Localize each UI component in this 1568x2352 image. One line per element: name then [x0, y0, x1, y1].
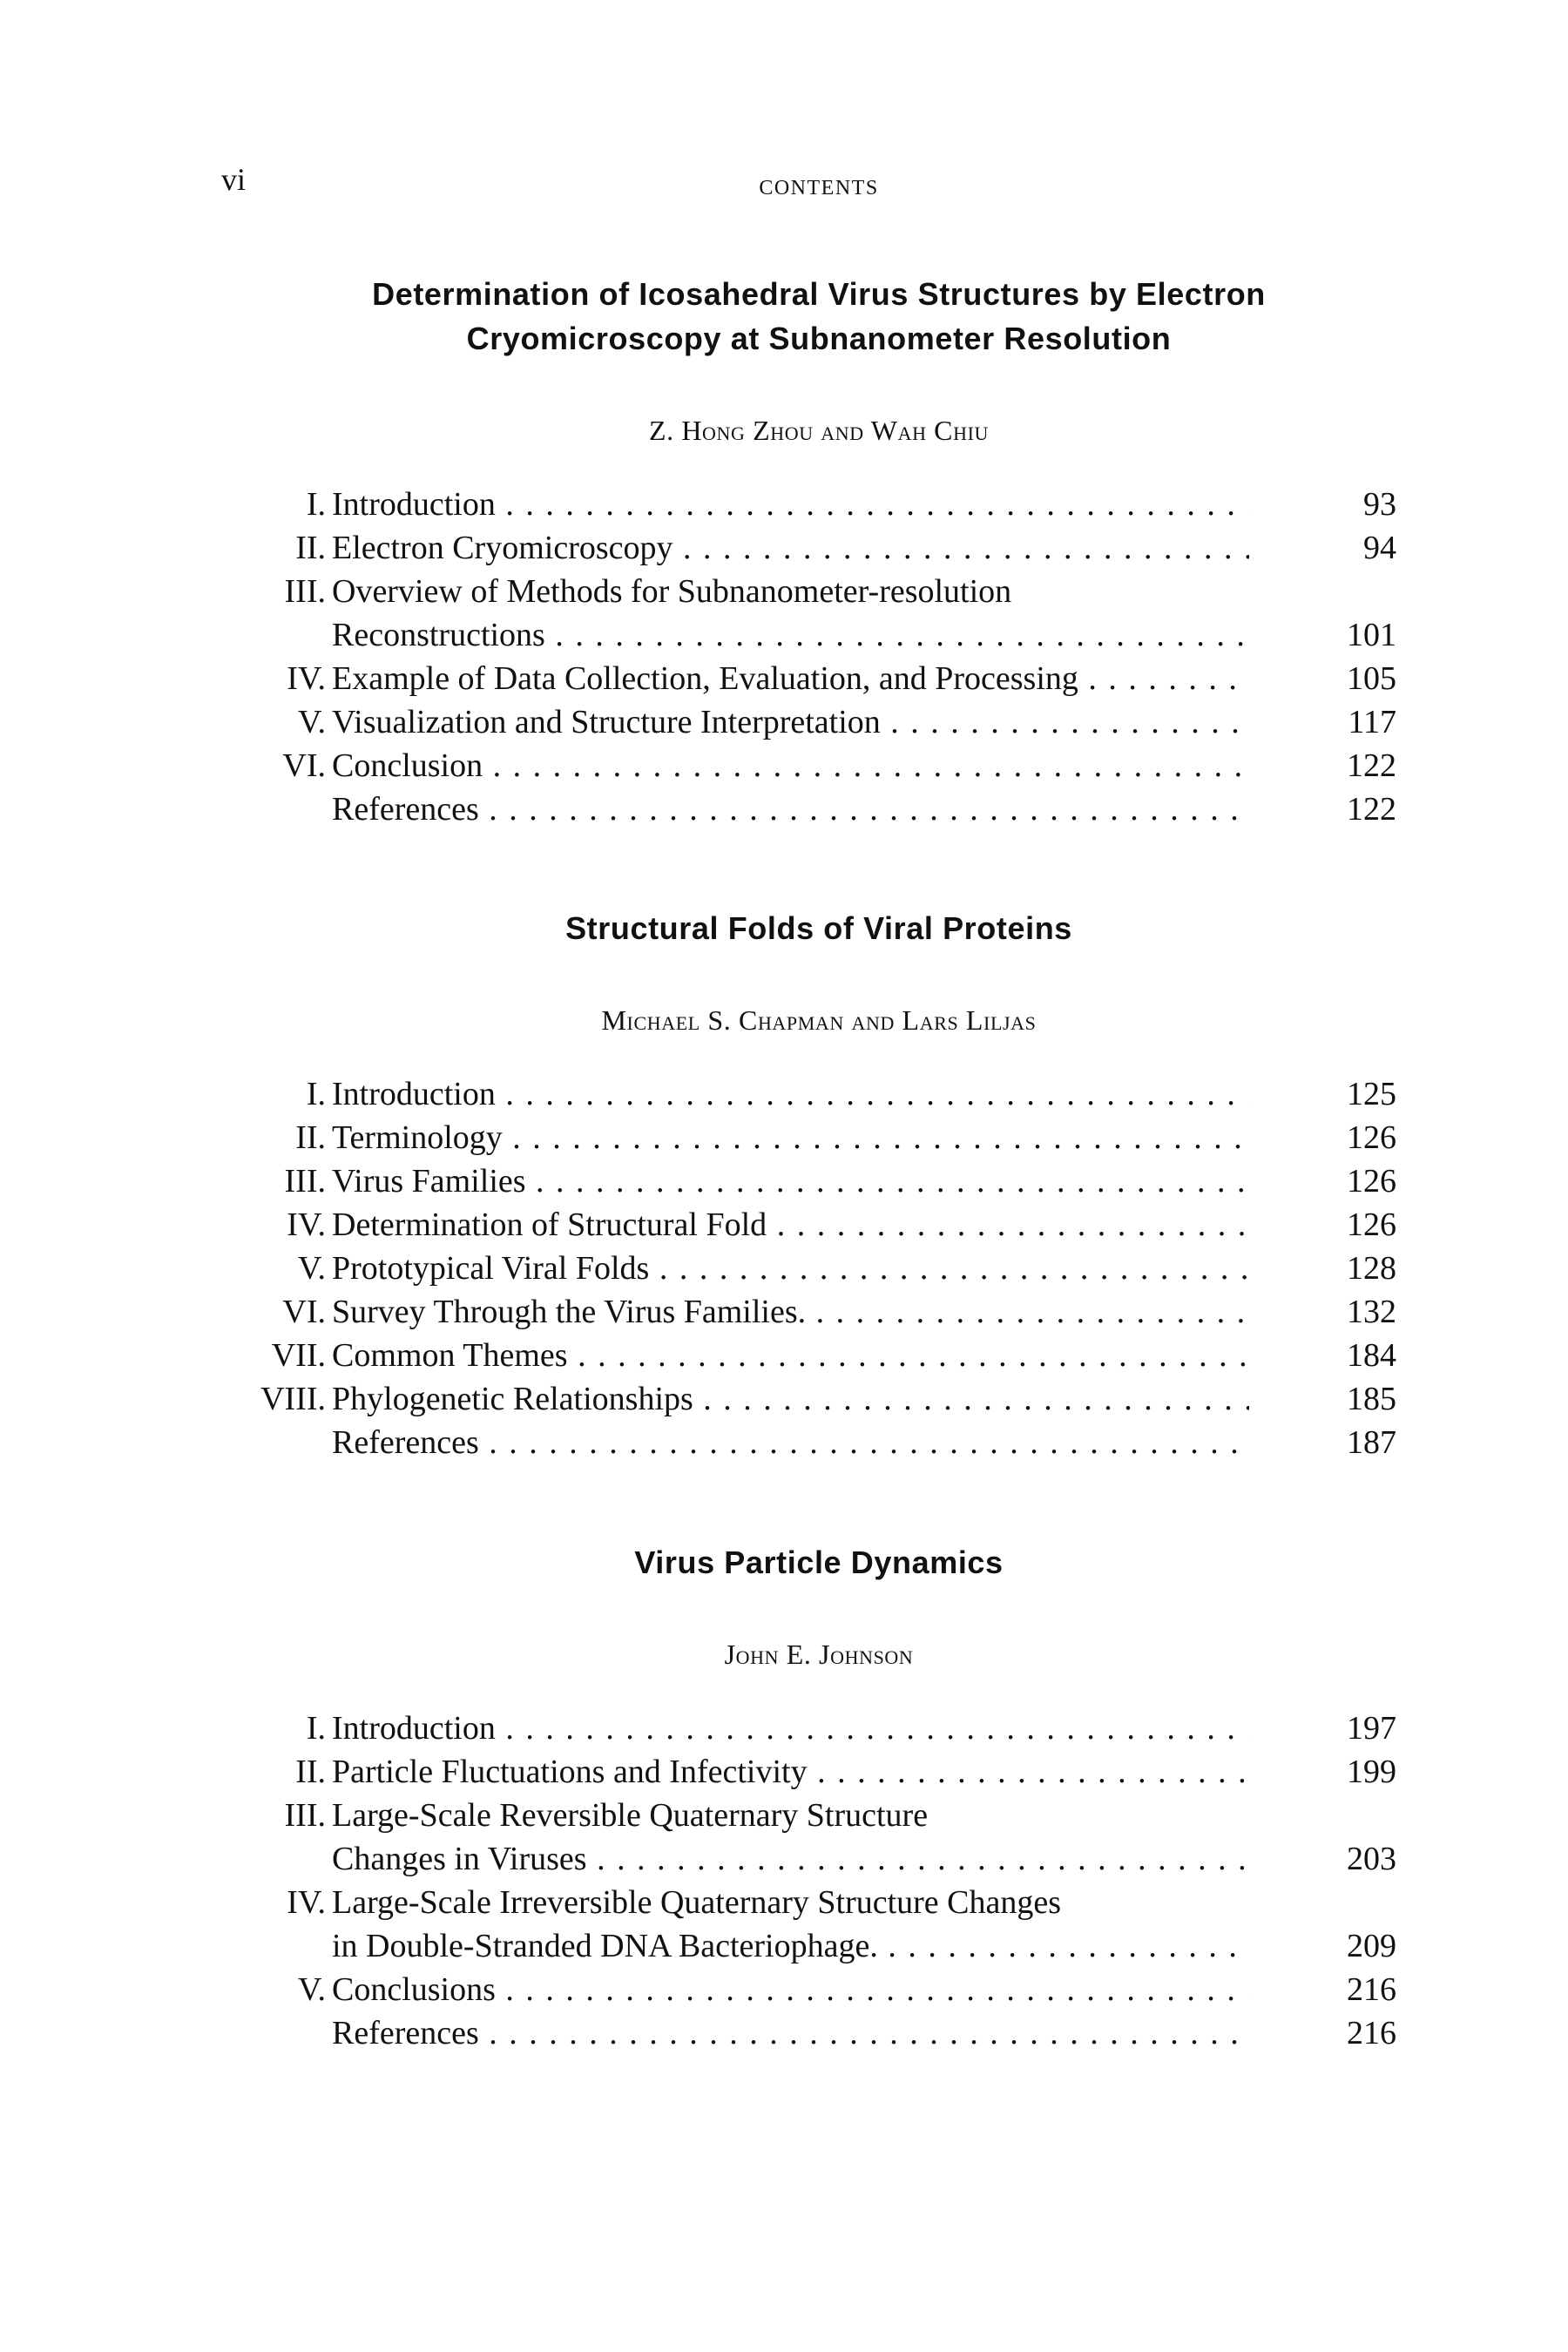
page-ref: 209	[1347, 1928, 1396, 1964]
chapter-authors: Z. Hong Zhou and Wah Chiu	[648, 415, 990, 446]
section-title: Particle Fluctuations and Infectivity . . .	[332, 1750, 1249, 1794]
section-number: VIII.	[260, 1381, 326, 1417]
section-number: IV.	[287, 660, 326, 697]
section-title: Terminology . . .	[332, 1116, 1249, 1159]
toc-entry[interactable]	[0, 1247, 1568, 1290]
chapter-zhou-chiu	[0, 272, 1568, 831]
chapter-title-line: Cryomicroscopy at Subnanometer Resolution	[466, 321, 1172, 356]
page-ref: 203	[1347, 1841, 1396, 1877]
section-number: I.	[306, 1710, 326, 1747]
section-number: V.	[297, 704, 326, 740]
chapter-title	[0, 1540, 1568, 1585]
chapter-title-line: Virus Particle Dynamics	[634, 1544, 1004, 1580]
page-ref: 122	[1347, 747, 1396, 784]
section-number: II.	[295, 530, 326, 566]
section-number: IV.	[287, 1884, 326, 1921]
page-ref: 94	[1363, 530, 1396, 566]
toc-entry[interactable]	[0, 1377, 1568, 1421]
toc-entry[interactable]	[0, 787, 1568, 831]
section-title: Conclusion . . .	[332, 744, 1249, 787]
page-ref: 128	[1347, 1250, 1396, 1287]
toc-list	[0, 1707, 1568, 2055]
section-title: Large-Scale Reversible Quaternary Structure Changes in Viruses . . .	[332, 1794, 1249, 1881]
section-title: Introduction . . .	[332, 483, 1249, 526]
section-title: Introduction . . .	[332, 1707, 1249, 1750]
toc-entry[interactable]	[0, 1750, 1568, 1794]
section-title: Phylogenetic Relationships . . .	[332, 1377, 1249, 1421]
toc-list	[0, 483, 1568, 831]
section-title: Overview of Methods for Subnanometer-resolution Reconstructions . . .	[332, 570, 1249, 657]
page-ref: 187	[1347, 1424, 1396, 1461]
section-number: I.	[306, 486, 326, 523]
section-number: III.	[284, 573, 326, 610]
section-number: I.	[306, 1076, 326, 1112]
toc-entry[interactable]	[0, 1794, 1568, 1881]
section-title: Example of Data Collection, Evaluation, and Processing . . .	[332, 657, 1249, 700]
chapter-johnson	[0, 1540, 1568, 2055]
section-number: III.	[284, 1797, 326, 1834]
chapter-title-line: Structural Folds of Viral Proteins	[565, 910, 1072, 946]
toc-entry[interactable]	[0, 1203, 1568, 1247]
page-ref: 117	[1348, 704, 1396, 740]
section-title: Prototypical Viral Folds . . .	[332, 1247, 1249, 1290]
chapter-chapman-liljas	[0, 906, 1568, 1464]
toc-entry[interactable]	[0, 1707, 1568, 1750]
page-ref: 199	[1347, 1754, 1396, 1790]
chapter-title	[0, 272, 1568, 361]
page-ref: 185	[1347, 1381, 1396, 1417]
section-title: Survey Through the Virus Families. . . .	[332, 1290, 1249, 1334]
page-ref: 184	[1347, 1337, 1396, 1374]
section-title: Conclusions . . .	[332, 1968, 1249, 2011]
chapter-authors: Michael S. Chapman and Lars Liljas	[601, 1004, 1037, 1036]
toc-entry[interactable]	[0, 744, 1568, 787]
section-number: V.	[297, 1250, 326, 1287]
section-title: Electron Cryomicroscopy . . .	[332, 526, 1249, 570]
section-number: VI.	[282, 747, 326, 784]
section-title: Common Themes . . .	[332, 1334, 1249, 1377]
toc-entry[interactable]	[0, 1968, 1568, 2011]
toc-entry[interactable]	[0, 526, 1568, 570]
section-number: II.	[295, 1119, 326, 1156]
toc-entry[interactable]	[0, 1116, 1568, 1159]
page-ref: 125	[1347, 1076, 1396, 1112]
section-title: Visualization and Structure Interpretation . . .	[332, 700, 1249, 744]
toc-entry[interactable]	[0, 1072, 1568, 1116]
page-ref: 132	[1347, 1294, 1396, 1330]
section-number: V.	[297, 1971, 326, 2008]
page-ref: 126	[1347, 1206, 1396, 1243]
section-number: VI.	[282, 1294, 326, 1330]
chapter-authors: John E. Johnson	[724, 1639, 914, 1670]
section-title: Introduction . . .	[332, 1072, 1249, 1116]
toc-entry[interactable]	[0, 657, 1568, 700]
page-ref: 126	[1347, 1163, 1396, 1200]
section-title: Large-Scale Irreversible Quaternary Structure Changes in Double-Stranded DNA Bacteriophage. . . .	[332, 1881, 1249, 1968]
page-ref: 216	[1347, 1971, 1396, 2008]
chapter-title-line: Determination of Icosahedral Virus Structures by Electron	[372, 276, 1266, 312]
toc-entry[interactable]	[0, 700, 1568, 744]
section-number: IV.	[287, 1206, 326, 1243]
section-title: Determination of Structural Fold . . .	[332, 1203, 1249, 1247]
page-number: vi	[221, 162, 247, 197]
toc-entry[interactable]	[0, 1881, 1568, 1968]
section-number: VII.	[271, 1337, 326, 1374]
page-ref: 126	[1347, 1119, 1396, 1156]
section-number: III.	[284, 1163, 326, 1200]
toc-entry[interactable]	[0, 570, 1568, 657]
section-title: References . . .	[332, 2011, 1249, 2055]
section-title: References . . .	[332, 1421, 1249, 1464]
toc-entry[interactable]	[0, 1334, 1568, 1377]
section-title: Virus Families . . .	[332, 1159, 1249, 1203]
page-ref: 197	[1347, 1710, 1396, 1747]
toc-list	[0, 1072, 1568, 1464]
page-ref: 216	[1347, 2015, 1396, 2051]
page-ref: 93	[1363, 486, 1396, 523]
toc-entry[interactable]	[0, 1421, 1568, 1464]
chapter-title	[0, 906, 1568, 950]
toc-entry[interactable]	[0, 2011, 1568, 2055]
page-ref: 101	[1347, 617, 1396, 653]
running-head: CONTENTS	[759, 177, 879, 199]
toc-entry[interactable]	[0, 1290, 1568, 1334]
section-number: II.	[295, 1754, 326, 1790]
toc-entry[interactable]	[0, 1159, 1568, 1203]
section-title: References . . .	[332, 787, 1249, 831]
toc-entry[interactable]	[0, 483, 1568, 526]
page-ref: 122	[1347, 791, 1396, 828]
page-ref: 105	[1347, 660, 1396, 697]
